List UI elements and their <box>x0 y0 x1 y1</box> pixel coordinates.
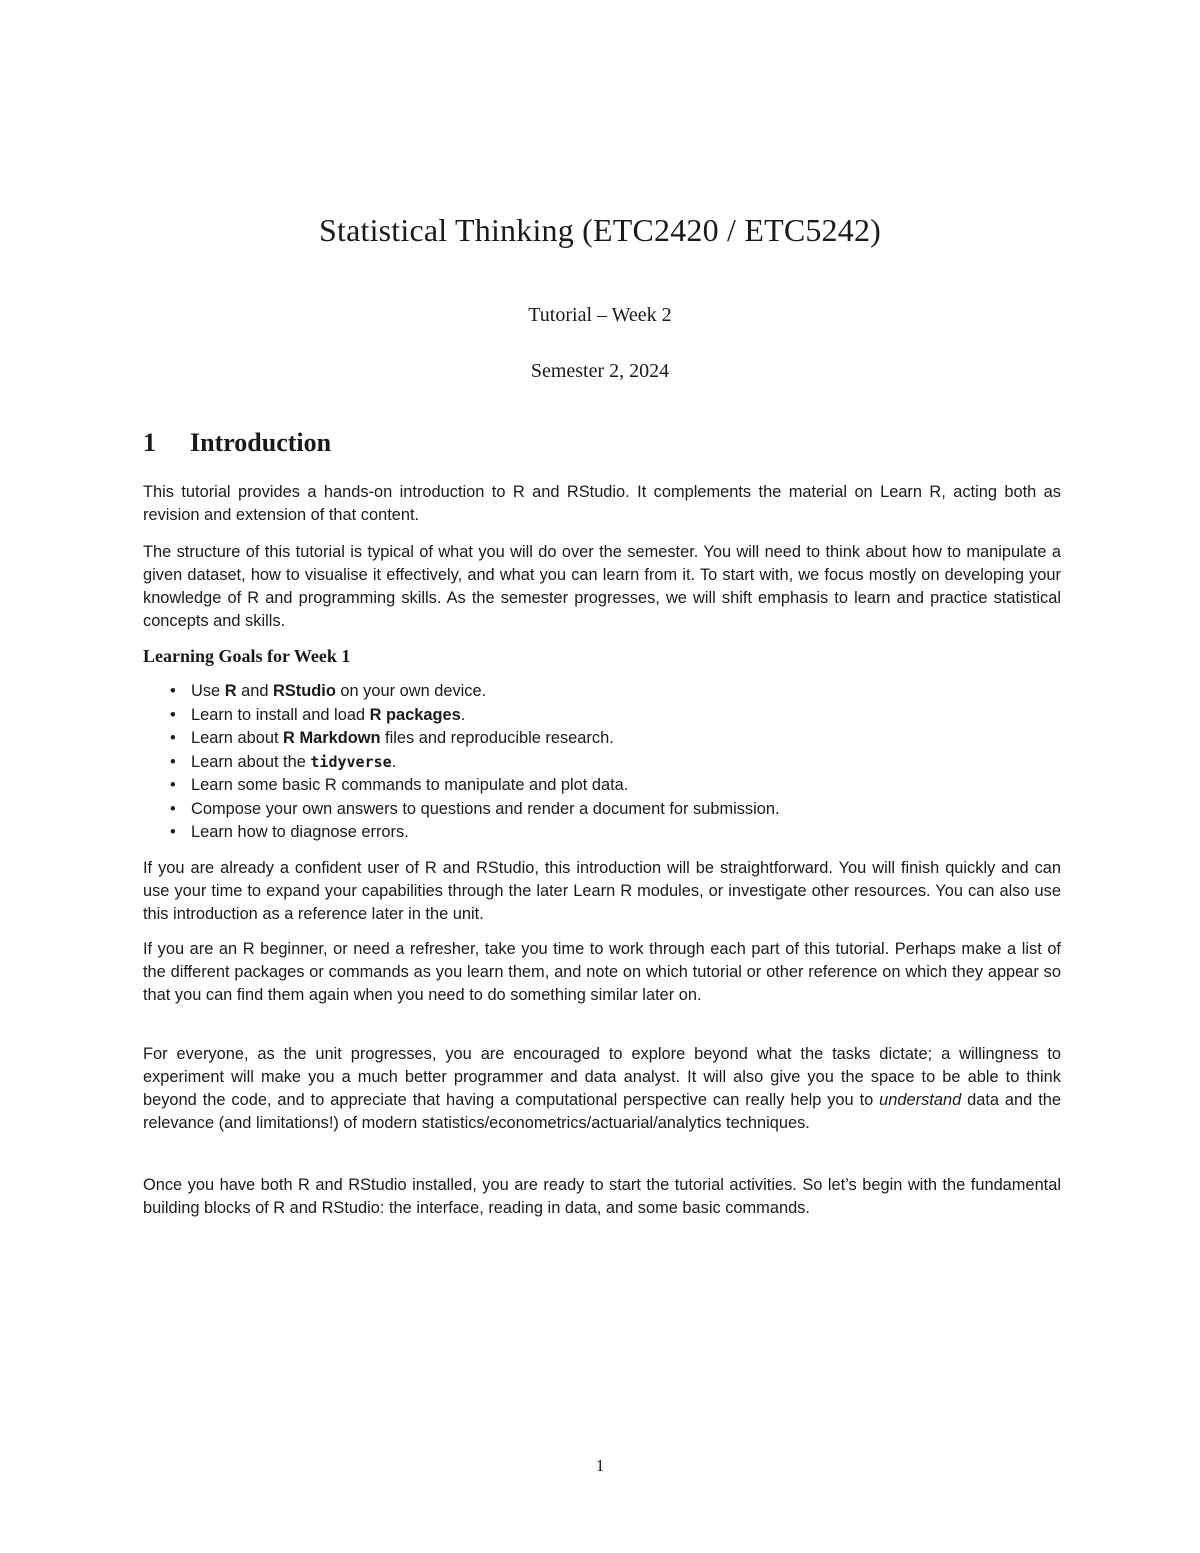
goal-item: • Learn to install and load R packages. <box>168 704 780 728</box>
paragraph-confident-users: If you are already a confident user of R and RStudio, this introduction will be straightforward. You will finish quickly and can use your time to expand your capabilities through the later Learn R modules, or investigate other resources. You can also use this introduction as a reference later in the unit. <box>143 859 1061 923</box>
goal-item: • Learn how to diagnose errors. <box>168 821 780 845</box>
goal-item: • Learn about the tidyverse. <box>168 751 780 775</box>
learning-goals-list <box>168 680 780 845</box>
section-title: Introduction <box>190 428 332 457</box>
goal-item: • Compose your own answers to questions and render a document for submission. <box>168 798 780 822</box>
learning-goals-heading: Learning Goals for Week 1 <box>143 646 351 666</box>
document-subtitle: Tutorial – Week 2 <box>528 304 672 326</box>
emphasis-understand: understand <box>879 1091 962 1109</box>
document-title: Statistical Thinking (ETC2420 / ETC5242) <box>318 212 882 248</box>
goal-item: • Use R and RStudio on your own device. <box>168 680 780 704</box>
goal-item: • Learn some basic R commands to manipulate and plot data. <box>168 774 780 798</box>
goal-item: • Learn about R Markdown files and reproducible research. <box>168 727 780 751</box>
paragraph-structure: The structure of this tutorial is typical of what you will do over the semester. You will need to think about how to manipulate a given dataset, how to visualise it effectively, and what you can learn from it. To start with, we focus mostly on developing your knowledge of R and programming skills. As the semester progresses, we will shift emphasis to learn and practice statistical concepts and skills. <box>143 543 1061 630</box>
paragraph-begin: Once you have both R and RStudio installed, you are ready to start the tutorial activities. So let’s begin with the fundamental building blocks of R and RStudio: the interface, reading in data, and some basic commands. <box>143 1176 1061 1217</box>
document-semester: Semester 2, 2024 <box>530 360 670 382</box>
section-heading <box>143 428 331 458</box>
paragraph-intro: This tutorial provides a hands-on introduction to R and RStudio. It complements the material on Learn R, acting both as revision and extension of that content. <box>143 483 1061 524</box>
page-number: 1 <box>595 1456 605 1475</box>
paragraph-everyone: For everyone, as the unit progresses, you are encouraged to explore beyond what the tasks dictate; a willingness to experiment will make you a much better programmer and data analyst. It will also give you the space to be able to think beyond the code, and to appreciate that having a computational perspective can really help you to understand data and the relevance (and limitations!) of modern statistics/econometrics/actuarial/analytics techniques. <box>143 1045 1061 1132</box>
paragraph-beginners: If you are an R beginner, or need a refresher, take you time to work through each part of this tutorial. Perhaps make a list of the different packages or commands as you learn them, and note on which tutorial or other reference on which they appear so that you can find them again when you need to do something similar later on. <box>143 940 1061 1004</box>
section-number: 1 <box>143 428 156 457</box>
